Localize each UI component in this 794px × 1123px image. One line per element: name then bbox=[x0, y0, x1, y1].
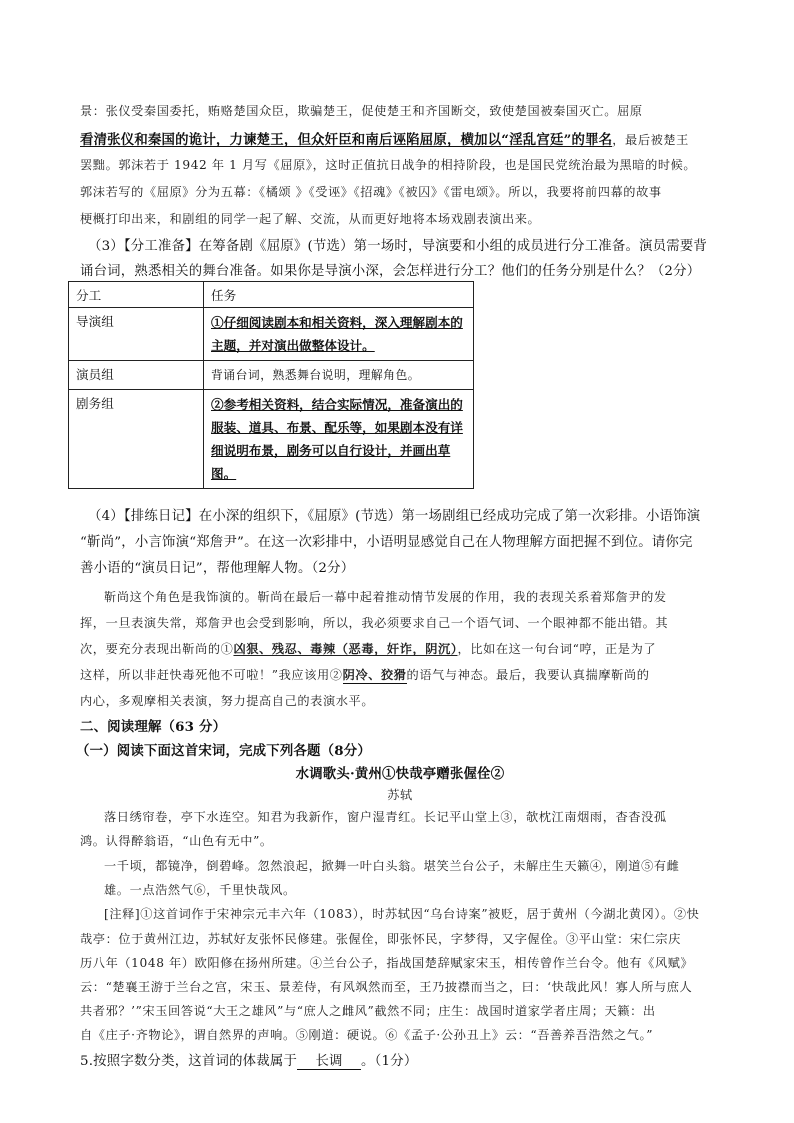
table-header: 分工 bbox=[69, 282, 204, 308]
diary-text: 的语气与神态。最后，我要认真揣摩靳尚的 bbox=[406, 668, 650, 682]
poem-line: 鸿。认得醉翁语，“山色有无中”。 bbox=[80, 834, 273, 848]
question-5-text: 5.按照字数分类，这首词的体裁属于 bbox=[80, 1054, 298, 1069]
note-line: 共者邪？’”宋玉回答说“大王之雄风”与“庶人之雌风”截然不同；庄生：战国时道家学者庄周；天籁：出 bbox=[80, 1004, 656, 1018]
question-4-line: （4）【排练日记】在小深的组织下，《屈原》(节选）第一场剧组已经成功完成了第一次彩排。小语饰演 bbox=[88, 509, 701, 524]
table-cell-answer: ②参考相关资料，结合实际情况，准备演出的服装、道具、布景、配乐等，如果剧本没有详细说明布景，剧务可以自行设计，并画出草图。 bbox=[204, 390, 474, 489]
table-row bbox=[69, 308, 474, 361]
passage-line: 梗概打印出来，和剧组的同学一起了解、交流，从而更好地将本场戏剧表演出来。 bbox=[80, 212, 541, 226]
diary-text: 次，要充分表现出靳尚的① bbox=[80, 642, 234, 656]
diary-text: 这样，所以非赶快毒死他不可啦！”我应该用② bbox=[80, 668, 343, 682]
diary-line: 靳尚这个角色是我饰演的。靳尚在最后一幕中起着推动情节发展的作用，我的表现关系着郑詹尹的发 bbox=[104, 590, 667, 604]
table-row bbox=[69, 390, 474, 489]
division-table bbox=[68, 281, 474, 489]
table-cell-group: 剧务组 bbox=[69, 390, 204, 489]
table-cell-answer: ①仔细阅读剧本和相关资料，深入理解剧本的主题，并对演出做整体设计。 bbox=[204, 308, 474, 361]
question-5-line bbox=[80, 1050, 720, 1070]
question-3-line: （3）【分工准备】在筹备剧《屈原》(节选）第一场时，导演要和小组的成员进行分工准备。演员需要背 bbox=[88, 239, 708, 254]
table-header-row bbox=[69, 282, 474, 308]
poem-line: 一千顷，都镜净，倒碧峰。忽然浪起，掀舞一叶白头翁。堪笑兰台公子，未解庄生天籁④，刚道⑤有雌 bbox=[104, 859, 680, 873]
passage-line: 罢黜。郭沫若于 1942 年 1 月写《屈原》，这时正值抗日战争的相持阶段，也是国民党统治最为黑暗的时候。 bbox=[80, 158, 697, 172]
note-line: 自《庄子·齐物论》，谓自然界的声响。⑤刚道：硬说。⑥《孟子·公孙丑上》云：“吾善养吾浩然之气。” bbox=[80, 1028, 654, 1042]
answer-blank-5: 长调 bbox=[297, 1054, 361, 1070]
poem-author: 苏轼 bbox=[387, 788, 413, 802]
diary-text: ，比如在这一句台词“哼，正是为了 bbox=[457, 642, 657, 656]
question-5-text: 。（1分） bbox=[361, 1054, 418, 1069]
subsection-heading: （一）阅读下面这首宋词，完成下列各题（8分） bbox=[76, 743, 371, 759]
passage-line bbox=[80, 129, 720, 148]
poem-title: 水调歌头·黄州①快哉亭赠张偓佺② bbox=[295, 766, 505, 782]
question-4-line: 善小语的“演员日记”，帮他理解人物。（2分） bbox=[80, 561, 355, 576]
passage-line: 景：张仪受秦国委托，贿赂楚国众臣，欺骗楚王，促使楚王和齐国断交，致使楚国被秦国灭亡。屈原 bbox=[80, 104, 643, 118]
answer-blank-2: 阴冷、狡猾 bbox=[342, 668, 407, 682]
table-row bbox=[69, 361, 474, 390]
section-heading: 二、阅读理解（63 分） bbox=[80, 719, 227, 735]
table-header: 任务 bbox=[204, 282, 474, 308]
diary-line: 挥，一旦表演失常，郑詹尹也会受到影响，所以，我必须要求自己一个语气词、一个眼神都不能出错。其 bbox=[80, 616, 669, 630]
answer-underlined: 看清张仪和秦国的诡计，力谏楚王，但众奸臣和南后诬陷屈原，横加以“淫乱宫廷”的罪名 bbox=[80, 132, 613, 148]
passage-text: ，最后被楚王 bbox=[612, 133, 689, 147]
question-4-line: “靳尚”，小言饰演“郑詹尹”。在这一次彩排中，小语明显感觉自己在人物理解方面把握不到位。请你完 bbox=[80, 535, 693, 550]
note-line: 历八年（1048 年）欧阳修在扬州所建。④兰台公子，指战国楚辞赋家宋玉，相传曾作兰台令。他有《风赋》 bbox=[80, 956, 694, 970]
diary-line: 内心，多观摩相关表演，努力提高自己的表演水平。 bbox=[80, 694, 375, 708]
diary-line bbox=[80, 666, 720, 684]
question-3-line: 诵台词，熟悉相关的舞台准备。如果你是导演小深，会怎样进行分工？他们的任务分别是什么？（2分） bbox=[80, 264, 701, 279]
note-line: 哉亭：位于黄州江边，苏轼好友张怀民修建。张偓佺，即张怀民，字梦得，又字偓佺。③平山堂：宋仁宗庆 bbox=[80, 932, 682, 946]
poem-line: 落日绣帘卷，亭下水连空。知君为我新作，窗户湿青红。长记平山堂上③，欹枕江南烟雨，杳杳没孤 bbox=[104, 810, 667, 824]
table-cell-group: 导演组 bbox=[69, 308, 204, 361]
table-cell-task: 背诵台词，熟悉舞台说明，理解角色。 bbox=[204, 361, 474, 390]
passage-line: 郭沫若写的《屈原》分为五幕：《橘颂 》《受诬》《招魂》《被囚》《雷电颂》。所以，我要将前四幕的故事 bbox=[80, 185, 662, 199]
poem-line: 雄。一点浩然气⑥，千里快哉风。 bbox=[104, 883, 296, 897]
answer-blank-1: 凶狠、残忍、毒辣（恶毒，奸诈，阴沉） bbox=[233, 642, 458, 656]
note-line: [注释]①这首词作于宋神宗元丰六年（1083），时苏轼因“乌台诗案”被贬，居于黄州（今湖北黄冈）。②快 bbox=[104, 907, 700, 921]
note-line: 云：“楚襄王游于兰台之宫，宋玉、景差侍，有风飒然而至，王乃披襟而当之，曰：‘快哉此风！寡人所与庶人 bbox=[80, 980, 693, 994]
table-cell-group: 演员组 bbox=[69, 361, 204, 390]
diary-line bbox=[80, 640, 720, 657]
